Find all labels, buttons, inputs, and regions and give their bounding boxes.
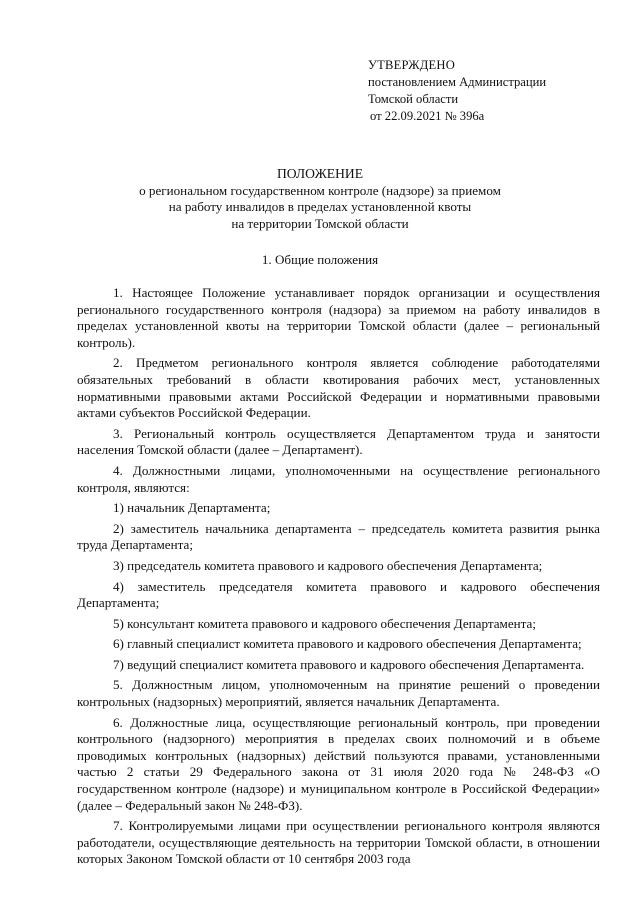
section-heading: 1. Общие положения <box>261 252 379 267</box>
document-subtitle-line-3: на территории Томской области <box>231 215 409 231</box>
list-item: 2) заместитель начальника департамента – председатель комитета развития рынка труда Департамента; <box>77 520 600 553</box>
paragraph: 7. Контролируемыми лицами при осуществлении регионального контроля являются работодатели, осуществляющие деятельность на территории Томской области, в отношении которых Законом Томской области от 10 сентября 2003 года <box>77 818 600 867</box>
approval-stamp <box>368 57 546 125</box>
document-title-block <box>0 166 640 232</box>
document-title: ПОЛОЖЕНИЕ <box>276 166 364 181</box>
list-item: 1) начальник Департамента; <box>113 500 271 516</box>
paragraph: 2. Предметом регионального контроля является соблюдение работодателями обязательных требований в области квотирования рабочих мест, установленных нормативными правовыми актами Российской Федерации и нормативными правовыми актами субъектов Российской Федерации. <box>77 355 600 421</box>
list-item: 6) главный специалист комитета правового и кадрового обеспечения Департамента; <box>113 636 582 652</box>
approval-line-1: постановлением Администрации <box>368 75 547 89</box>
list-item: 3) председатель комитета правового и кадрового обеспечения Департамента; <box>113 557 543 573</box>
list-item: 5) консультант комитета правового и кадрового обеспечения Департамента; <box>113 615 536 631</box>
approval-heading: УТВЕРЖДЕНО <box>368 58 456 72</box>
paragraph: 5. Должностным лицом, уполномоченным на принятие решений о проведении контрольных (надзорных) мероприятий, является начальник Департамента. <box>77 677 600 710</box>
document-subtitle-line-2: на работу инвалидов в пределах установленной квоты <box>168 199 472 215</box>
list-item: 4) заместитель председателя комитета правового и кадрового обеспечения Департамента; <box>77 578 600 611</box>
document-body <box>77 285 600 868</box>
list-item: 7) ведущий специалист комитета правового и кадрового обеспечения Департамента. <box>113 656 585 672</box>
approval-date: от 22.09.2021 № 396а <box>370 109 485 123</box>
paragraph: 3. Региональный контроль осуществляется Департаментом труда и занятости населения Томской области (далее – Департамент). <box>77 425 600 458</box>
approval-line-2: Томской области <box>368 92 459 106</box>
paragraph: 1. Настоящее Положение устанавливает порядок организации и осуществления регионального государственного контроля (надзора) за приемом на работу инвалидов в пределах установленной квоты на территории Томской области (далее – региональный контроль). <box>77 285 600 350</box>
paragraph: 4. Должностными лицами, уполномоченными на осуществление регионального контроля, являются: <box>77 462 600 495</box>
paragraph: 6. Должностные лица, осуществляющие региональный контроль, при проведении контрольного (надзорного) мероприятия в пределах своих полномочий и в объеме проводимых контрольных (надзорных) действий пользуются правами, установленными частью 2 статьи 29 Федерального закона от 31 июля 2020 года № 248-ФЗ «О государственном контроле (надзоре) и муниципальном контроле в Российской Федерации» (далее – Федеральный закон № 248-ФЗ). <box>77 714 600 813</box>
document-subtitle-line-1: о региональном государственном контроле (надзоре) за приемом <box>139 182 501 198</box>
